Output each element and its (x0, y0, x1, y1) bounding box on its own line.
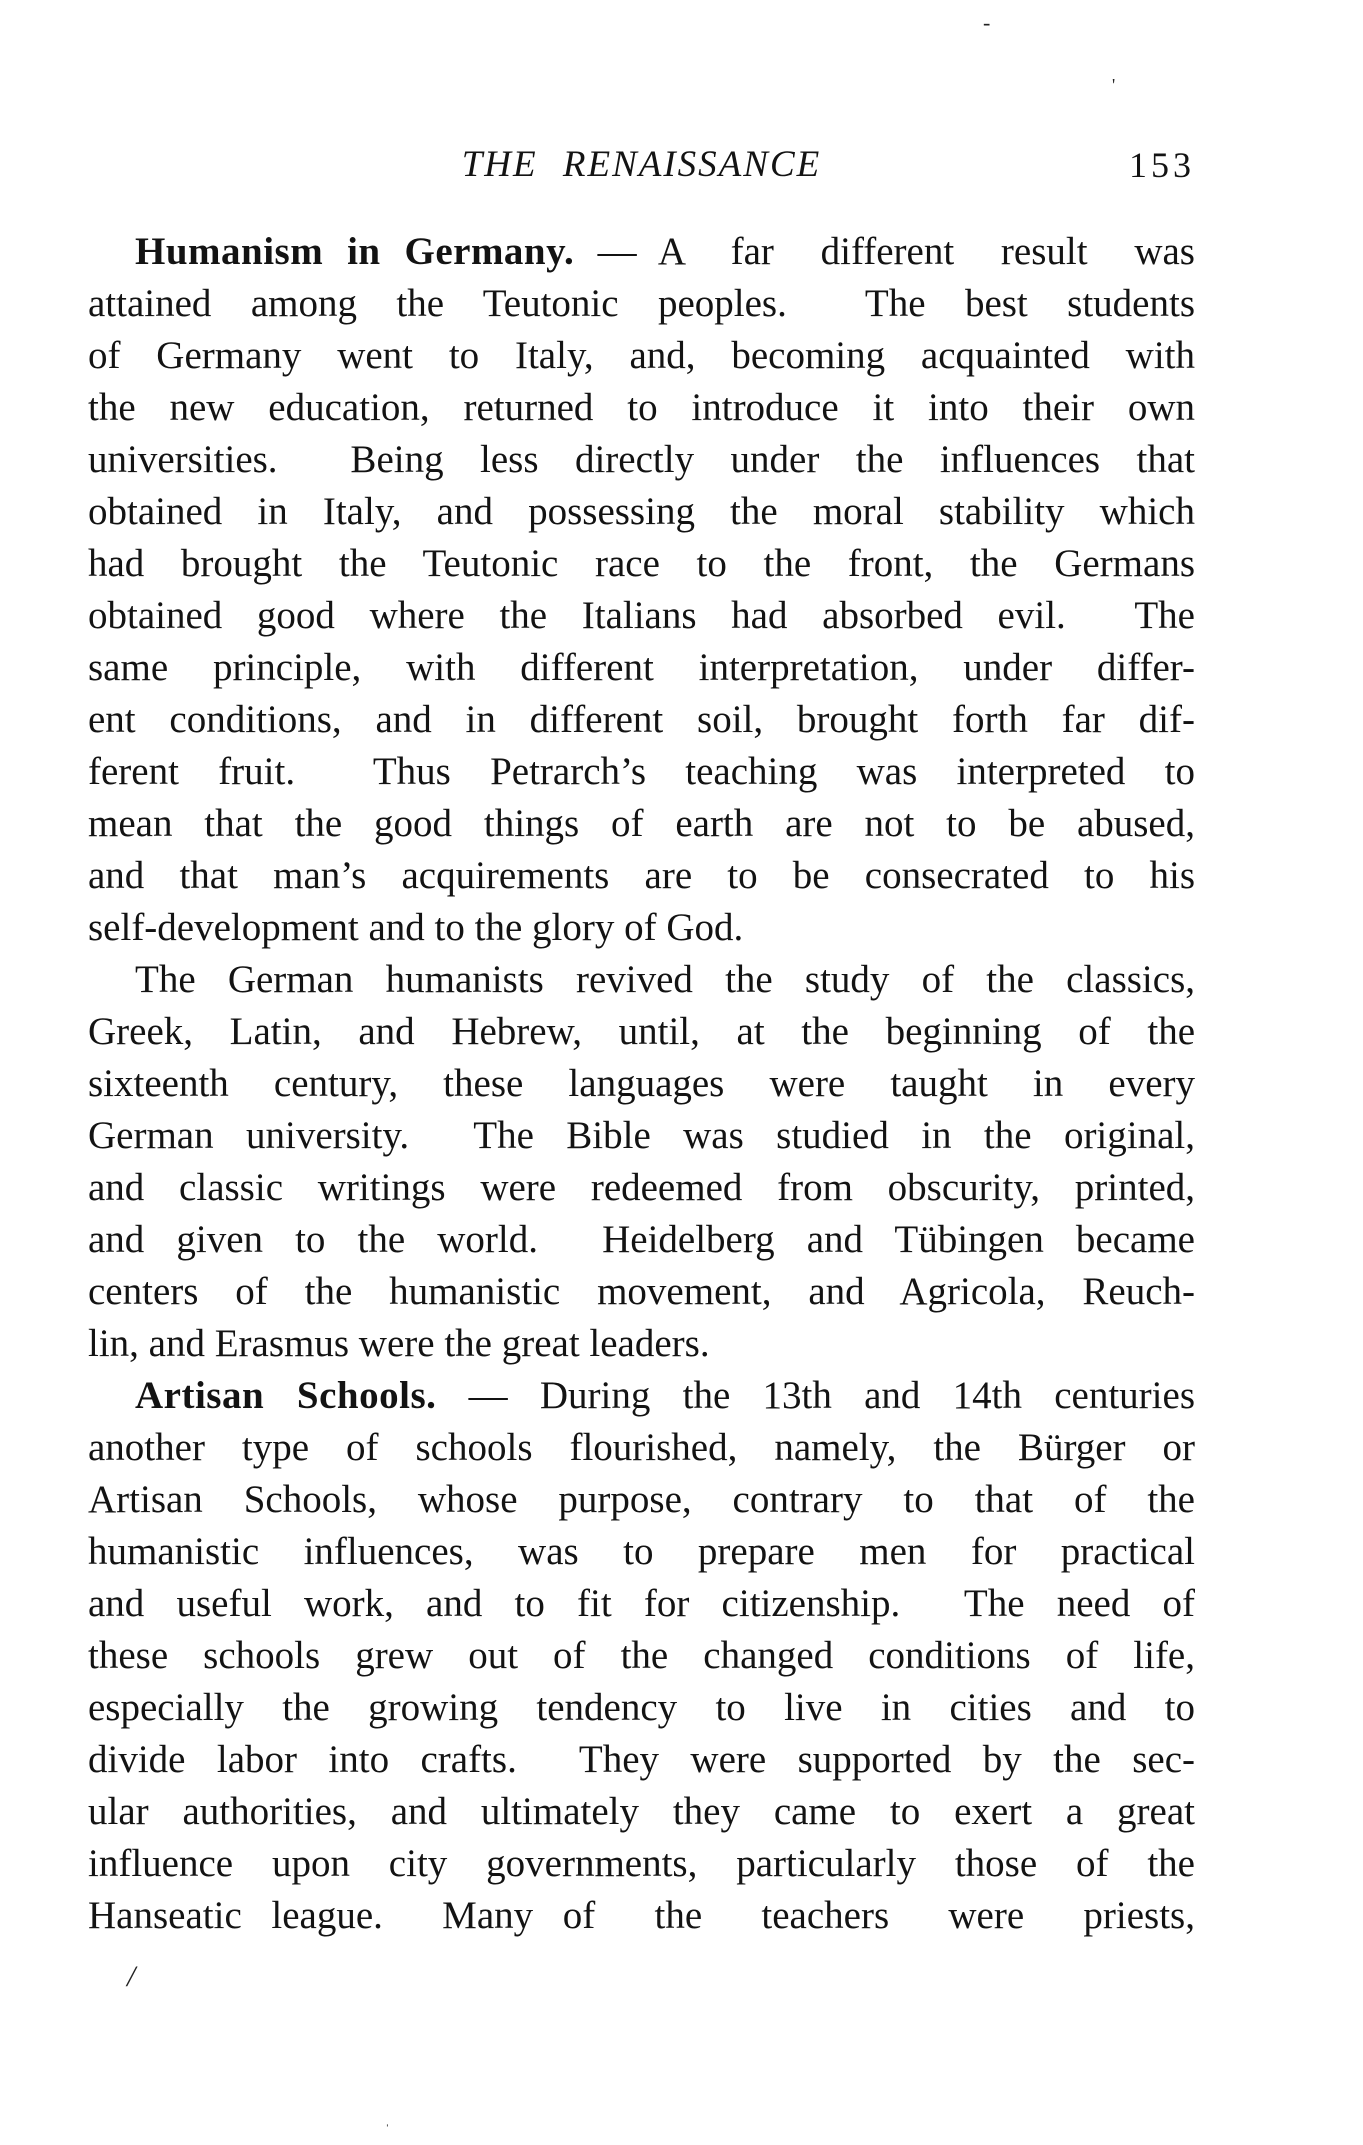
page-number: 153 (1129, 145, 1195, 185)
text-line: centers of the humanistic movement, and Agricola, Reuch- (88, 1270, 1195, 1313)
text-line: obtained good where the Italians had absorbed evil. The (88, 594, 1195, 637)
text-line: obtained in Italy, and possessing the moral stability which (88, 490, 1195, 533)
text-line: these schools grew out of the changed conditions of life, (88, 1634, 1195, 1677)
text-line: attained among the Teutonic peoples. The best students (88, 282, 1195, 325)
text-line: humanistic influences, was to prepare men for practical (88, 1530, 1195, 1573)
text-line: the new education, returned to introduce it into their own (88, 386, 1195, 429)
scan-artifact-slash: / (127, 1960, 136, 1993)
paragraph (88, 1370, 1195, 1942)
text-block (88, 226, 1195, 1942)
text-line: ferent fruit. Thus Petrarch’s teaching was interpreted to (88, 750, 1195, 793)
paragraph (88, 226, 1195, 954)
text-line: had brought the Teutonic race to the front, the Germans (88, 542, 1195, 585)
paragraph-lead: Artisan Schools. (135, 1374, 437, 1417)
text-line: Greek, Latin, and Hebrew, until, at the beginning of the (88, 1010, 1195, 1053)
text-line: and useful work, and to fit for citizenship. The need of (88, 1582, 1195, 1625)
text-line: another type of schools flourished, namely, the Bürger or (88, 1426, 1195, 1469)
text-line: and classic writings were redeemed from obscurity, printed, (88, 1166, 1195, 1209)
scan-artifact-bottom-tick: ˈ (385, 2123, 390, 2138)
text-line: ent conditions, and in different soil, brought forth far dif- (88, 698, 1195, 741)
text-line: lin, and Erasmus were the great leaders. (88, 1322, 710, 1365)
text-line: same principle, with different interpretation, under differ- (88, 646, 1195, 689)
text-line: Artisan Schools, whose purpose, contrary to that of the (88, 1478, 1195, 1521)
scan-artifact-dash: - (983, 10, 991, 35)
running-title: THE RENAISSANCE (461, 144, 822, 185)
text-line: of Germany went to Italy, and, becoming acquainted with (88, 334, 1195, 377)
text-line: The German humanists revived the study of the classics, (135, 958, 1195, 1001)
page-header (88, 143, 1195, 191)
text-line: influence upon city governments, particularly those of the (88, 1842, 1195, 1885)
text-line: especially the growing tendency to live in cities and to (88, 1686, 1195, 1729)
text-line: self-development and to the glory of God. (88, 906, 744, 949)
text-line: Artisan Schools. — During the 13th and 14th centuries (135, 1374, 1195, 1417)
text-line: German university. The Bible was studied in the original, (88, 1114, 1195, 1157)
text-line: Humanism in Germany. — A far different result was (135, 230, 1195, 273)
text-line: Hanseatic league. Many of the teachers were priests, (88, 1894, 1195, 1937)
scan-artifact-tick: ' (1112, 75, 1116, 95)
text-line: and that man’s acquirements are to be consecrated to his (88, 854, 1195, 897)
paragraph (88, 954, 1195, 1370)
text-line: divide labor into crafts. They were supported by the sec- (88, 1738, 1195, 1781)
text-line: sixteenth century, these languages were taught in every (88, 1062, 1195, 1105)
text-line: ular authorities, and ultimately they came to exert a great (88, 1790, 1195, 1833)
paragraph-lead: Humanism in Germany. (135, 230, 575, 273)
text-line: mean that the good things of earth are not to be abused, (88, 802, 1195, 845)
text-line: and given to the world. Heidelberg and Tübingen became (88, 1218, 1195, 1261)
text-line: universities. Being less directly under the influences that (88, 438, 1195, 481)
